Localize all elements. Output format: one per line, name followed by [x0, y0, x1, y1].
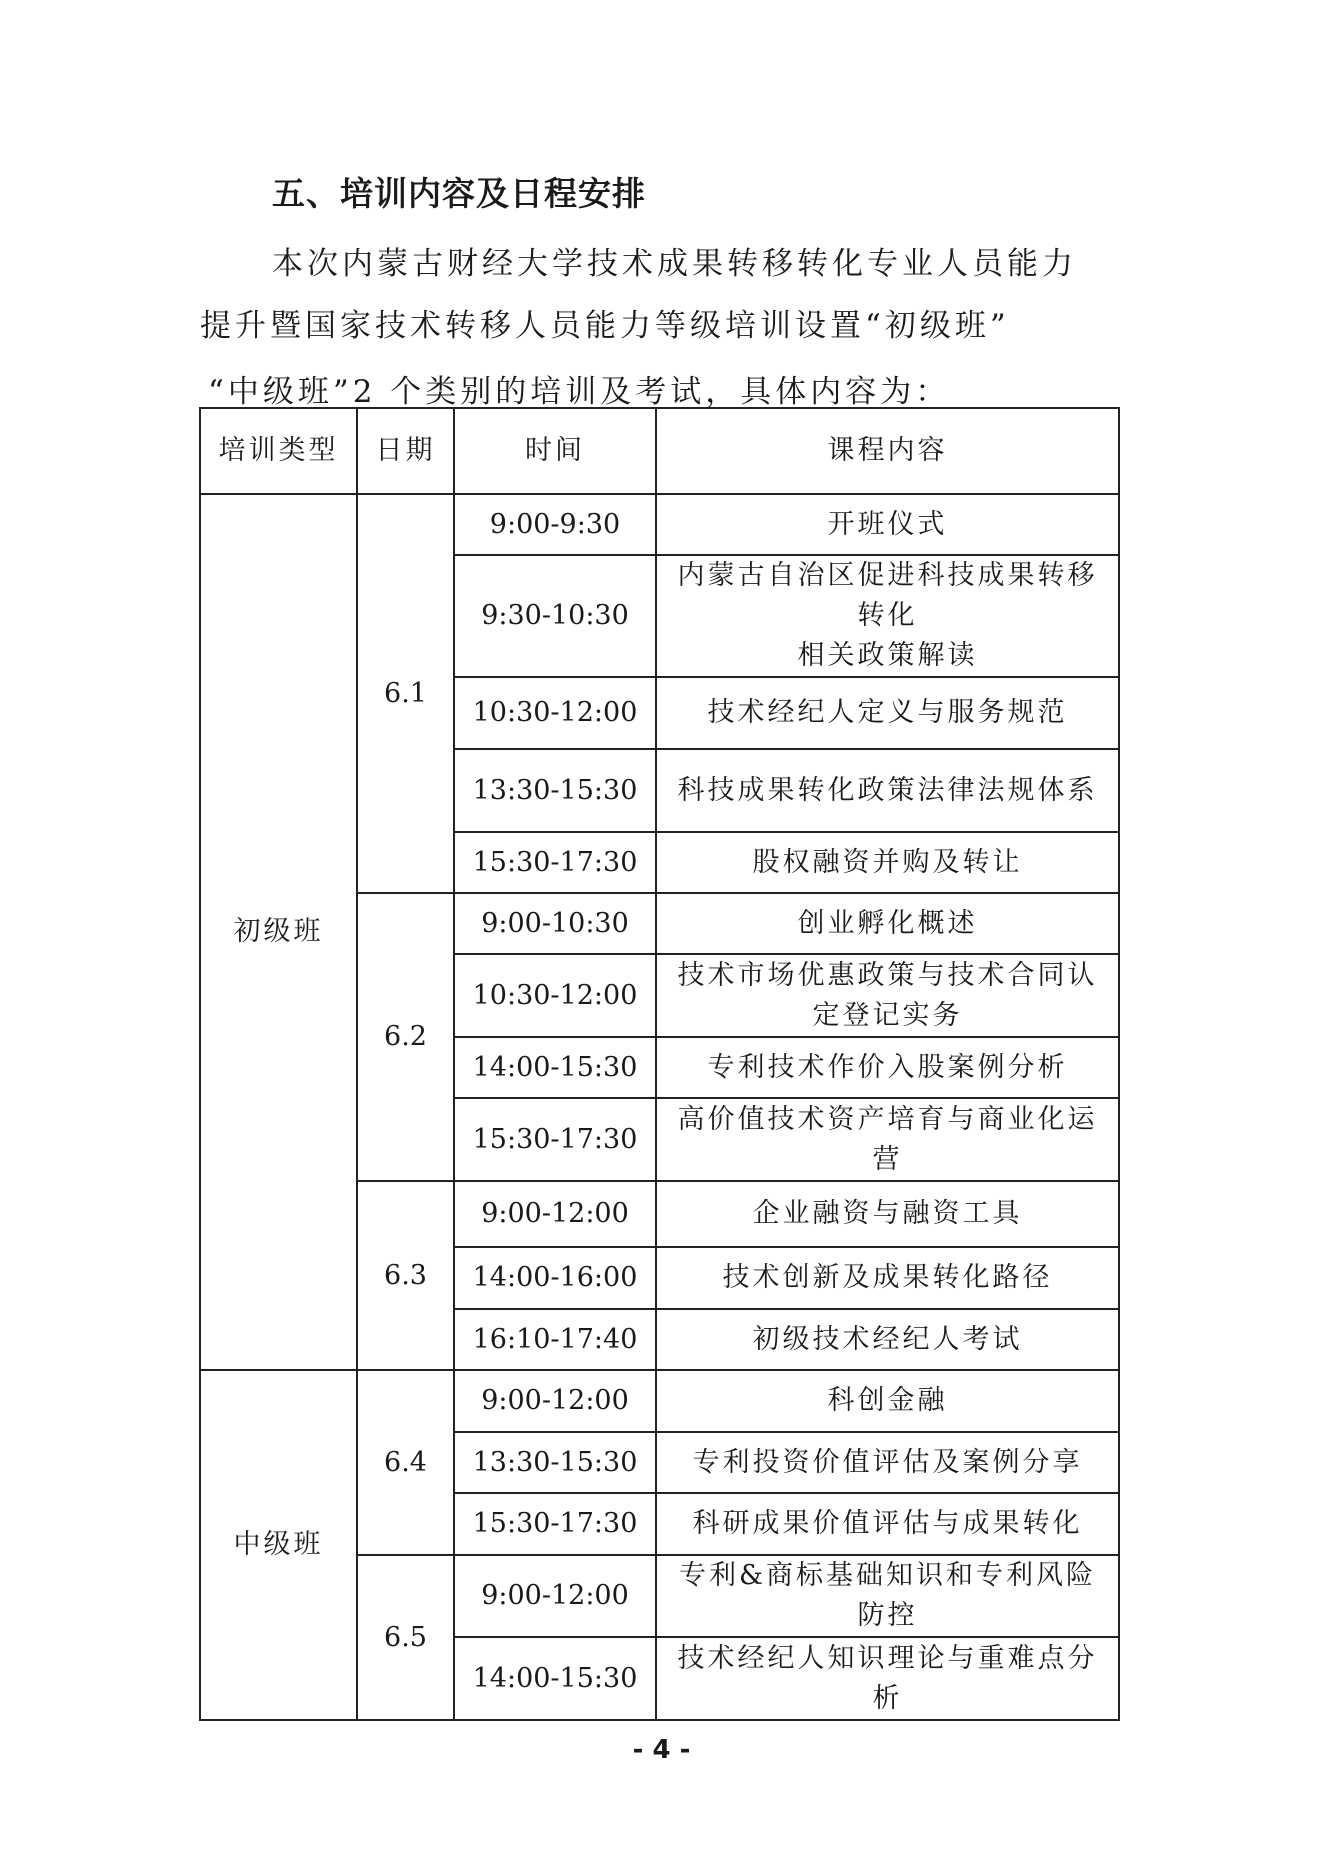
time-cell: 15:30-17:30	[454, 1493, 656, 1555]
table-row	[200, 494, 1119, 555]
header-course: 课程内容	[656, 408, 1119, 494]
date-cell: 6.1	[357, 494, 454, 893]
course-cell: 高价值技术资产培育与商业化运营	[656, 1098, 1119, 1181]
time-cell: 14:00-15:30	[454, 1037, 656, 1098]
time-cell: 10:30-12:00	[454, 954, 656, 1037]
date-cell: 6.3	[357, 1181, 454, 1370]
time-cell: 13:30-15:30	[454, 1432, 656, 1493]
course-cell: 科研成果价值评估与成果转化	[656, 1493, 1119, 1555]
time-cell: 9:00-12:00	[454, 1181, 656, 1247]
date-cell: 6.2	[357, 893, 454, 1181]
date-cell: 6.5	[357, 1555, 454, 1720]
class-cell-primary: 初级班	[200, 494, 357, 1370]
time-cell: 9:00-10:30	[454, 893, 656, 954]
header-training-type: 培训类型	[200, 408, 357, 494]
section-heading: 五、培训内容及日程安排	[272, 174, 646, 213]
time-cell: 16:10-17:40	[454, 1309, 656, 1370]
time-cell: 9:00-9:30	[454, 494, 656, 555]
intro-paragraph-line-3: “中级班”2 个类别的培训及考试，具体内容为：	[208, 374, 951, 410]
course-cell: 专利&商标基础知识和专利风险防控	[656, 1555, 1119, 1637]
time-cell: 9:00-12:00	[454, 1555, 656, 1637]
course-cell: 内蒙古自治区促进科技成果转移转化 相关政策解读	[656, 555, 1119, 677]
course-cell: 科创金融	[656, 1370, 1119, 1432]
time-cell: 9:30-10:30	[454, 555, 656, 677]
time-cell: 15:30-17:30	[454, 1098, 656, 1181]
class-cell-intermediate: 中级班	[200, 1370, 357, 1720]
date-cell: 6.4	[357, 1370, 454, 1555]
course-cell: 开班仪式	[656, 494, 1119, 555]
course-cell: 创业孵化概述	[656, 893, 1119, 954]
time-cell: 14:00-15:30	[454, 1637, 656, 1720]
time-cell: 9:00-12:00	[454, 1370, 656, 1432]
course-cell: 专利技术作价入股案例分析	[656, 1037, 1119, 1098]
course-cell: 技术市场优惠政策与技术合同认定登记实务	[656, 954, 1119, 1037]
course-cell: 技术经纪人知识理论与重难点分析	[656, 1637, 1119, 1720]
course-cell: 专利投资价值评估及案例分享	[656, 1432, 1119, 1493]
course-cell: 企业融资与融资工具	[656, 1181, 1119, 1247]
time-cell: 15:30-17:30	[454, 832, 656, 893]
header-time: 时间	[454, 408, 656, 494]
course-cell: 技术经纪人定义与服务规范	[656, 677, 1119, 749]
time-cell: 13:30-15:30	[454, 749, 656, 832]
course-cell: 科技成果转化政策法律法规体系	[656, 749, 1119, 832]
page-number: - 4 -	[632, 1735, 691, 1765]
course-cell: 股权融资并购及转让	[656, 832, 1119, 893]
training-schedule-table	[199, 407, 1120, 1721]
course-cell: 初级技术经纪人考试	[656, 1309, 1119, 1370]
header-date: 日期	[357, 408, 454, 494]
time-cell: 14:00-16:00	[454, 1247, 656, 1309]
table-header-row	[200, 408, 1119, 494]
intro-paragraph-line-1: 本次内蒙古财经大学技术成果转移转化专业人员能力	[272, 246, 1077, 282]
time-cell: 10:30-12:00	[454, 677, 656, 749]
course-cell: 技术创新及成果转化路径	[656, 1247, 1119, 1309]
table-row	[200, 1370, 1119, 1432]
intro-paragraph-line-2: 提升暨国家技术转移人员能力等级培训设置“初级班”	[200, 308, 1010, 344]
